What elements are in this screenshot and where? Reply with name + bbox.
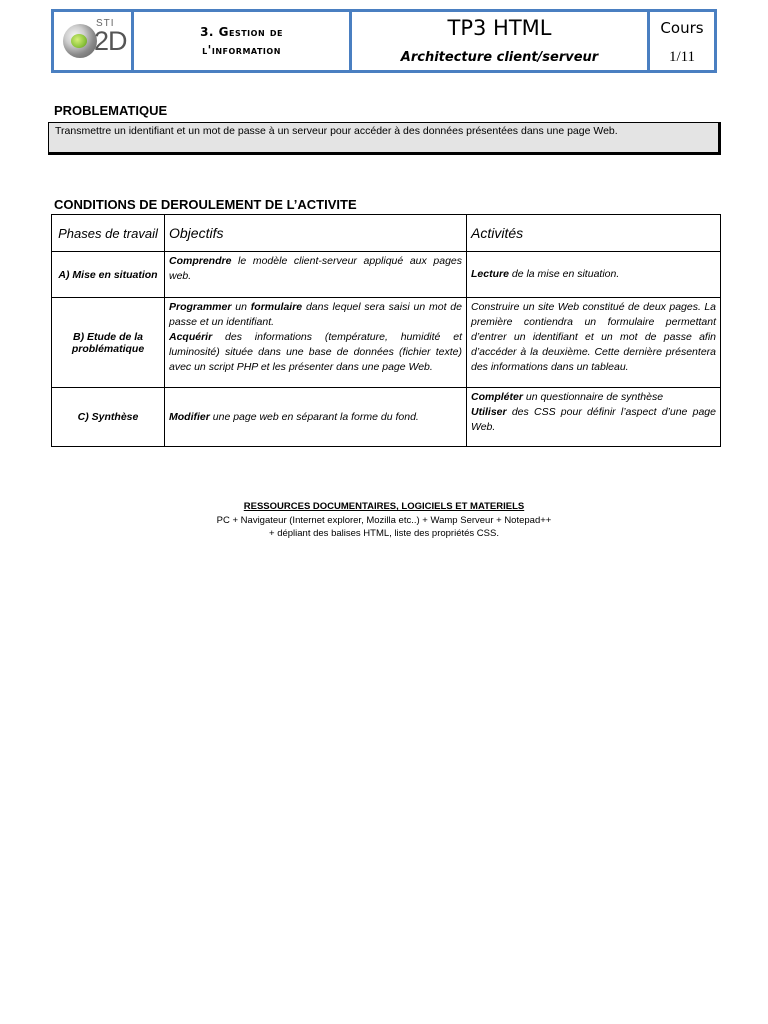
keyword: formulaire: [250, 301, 303, 313]
activite-cell: Construire un site Web constitué de deux pages. La première contiendra un formulaire permettant d’entrer un identifiant et un mot de passe afin d’accéder à la deuxième. Cette dernière présentera des informations dans un tableau.: [467, 298, 721, 388]
problematique-text: Transmettre un identifiant et un mot de passe à un serveur pour accéder à des données présentées dans une page Web.: [55, 125, 618, 137]
objectif-cell: Modifier une page web en séparant la forme du fond.: [165, 388, 467, 447]
section-cell: [134, 12, 352, 70]
cours-cell: [650, 12, 714, 70]
phase-cell: B) Etude de la problématique: [52, 298, 165, 388]
conditions-table: [51, 214, 721, 447]
activite-cell: Compléter un questionnaire de synthèse Utiliser des CSS pour définir l’aspect d’une page Web.: [467, 388, 721, 447]
phase-cell: C) Synthèse: [52, 388, 165, 447]
keyword: Comprendre: [169, 255, 232, 267]
logo-cell: [54, 12, 134, 70]
keyword: Utiliser: [471, 406, 507, 418]
column-header-activites: Activités: [467, 215, 721, 252]
logo-sti: STI: [96, 18, 115, 29]
conditions-heading: CONDITIONS DE DEROULEMENT DE L’ACTIVITE: [54, 197, 357, 212]
section-line1: 3. Gestion de: [200, 25, 283, 39]
resources-line1: PC + Navigateur (Internet explorer, Mozilla etc..) + Wamp Serveur + Notepad++: [216, 514, 552, 526]
document-header: [51, 9, 717, 73]
document-subtitle: Architecture client/serveur: [400, 50, 599, 65]
document-title: TP3 HTML: [447, 16, 552, 40]
resources-line2: + dépliant des balises HTML, liste des propriétés CSS.: [269, 528, 499, 539]
problematique-heading: PROBLEMATIQUE: [54, 103, 168, 118]
table-row: [52, 298, 721, 388]
objectif-cell: Comprendre le modèle client-serveur appliqué aux pages web.: [165, 252, 467, 298]
keyword: Compléter: [471, 391, 523, 403]
resources-block: [0, 500, 768, 541]
table-row: [52, 252, 721, 298]
section-line2: l'information: [202, 43, 281, 57]
column-header-phase: Phases de travail: [52, 215, 165, 252]
column-header-objectifs: Objectifs: [165, 215, 467, 252]
keyword: Acquérir: [169, 331, 213, 343]
objectif-cell: Programmer un formulaire dans lequel sera saisi un mot de passe et un identifiant. Acquérir des informations (température, humidité et luminosité) située dans une base de données (fichier texte) avec un script PHP et les présenter dans une page Web.: [165, 298, 467, 388]
page-number: 1/11: [668, 49, 696, 65]
keyword: Modifier: [169, 410, 210, 423]
title-cell: [352, 12, 650, 70]
table-row: [52, 388, 721, 447]
green-ring-icon: [71, 34, 87, 48]
keyword: Lecture: [471, 268, 509, 280]
activite-cell: Lecture de la mise en situation.: [467, 252, 721, 298]
keyword: Programmer: [169, 301, 232, 313]
logo-2d: 2D: [94, 26, 127, 56]
phase-cell: A) Mise en situation: [52, 252, 165, 298]
cours-label: Cours: [660, 19, 704, 37]
table-header-row: [52, 215, 721, 252]
problematique-box: [48, 122, 721, 155]
resources-title: RESSOURCES DOCUMENTAIRES, LOGICIELS ET MATERIELS: [243, 501, 525, 512]
